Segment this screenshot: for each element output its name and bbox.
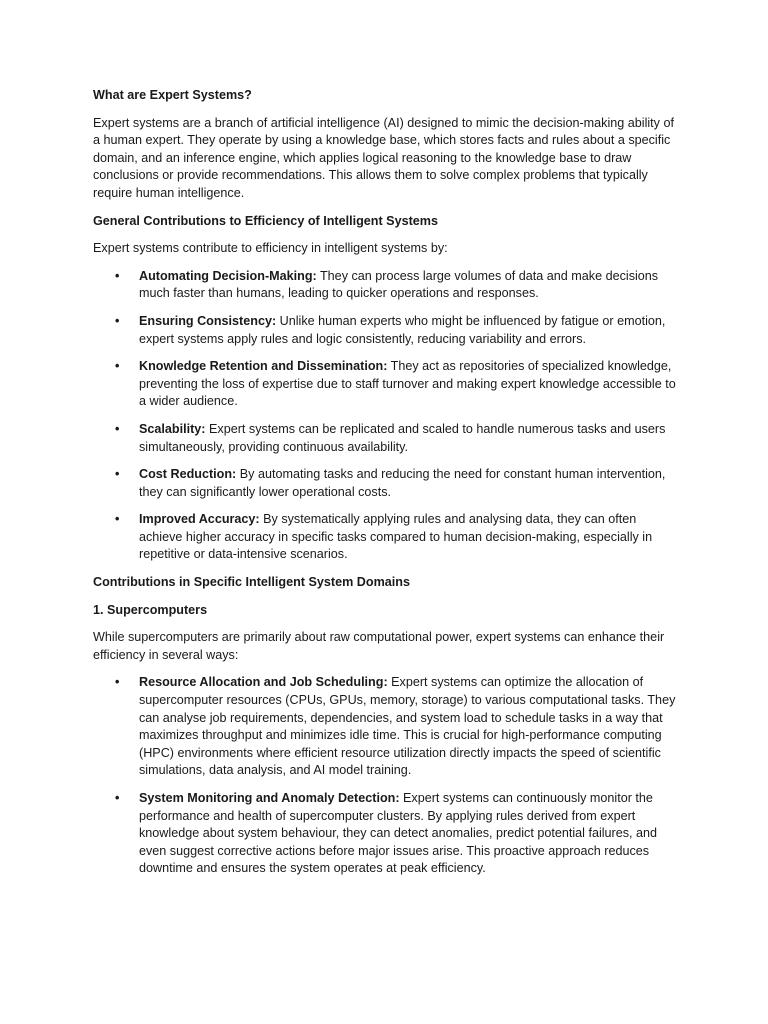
item-text: Expert systems can be replicated and scaled to handle numerous tasks and users simultaneously, providing continuous availability. [139, 421, 666, 454]
item-text: Expert systems can optimize the allocation of supercomputer resources (CPUs, GPUs, memory, storage) to various computational tasks. They can analyse job requirements, dependencies, and system load to schedule tasks in a way that maximizes throughput and minimizes idle time. This is crucial for high-performance computing (HPC) environments where efficient resource utilization directly impacts the speed of scientific simulations, data analysis, and AI model training. [139, 675, 676, 778]
item-term: Improved Accuracy: [139, 512, 260, 527]
document-page [93, 87, 677, 888]
item-text: They can process large volumes of data and make decisions much faster than humans, leading to quicker operations and responses. [139, 268, 659, 301]
item-term: Cost Reduction: [139, 467, 237, 482]
item-text: Unlike human experts who might be influenced by fatigue or emotion, expert systems apply rules and logic consistently, reducing variability and errors. [139, 313, 666, 346]
item-term: Automating Decision-Making: [139, 268, 317, 283]
list-item [93, 268, 677, 303]
list-item [93, 358, 677, 411]
section-general-heading: General Contributions to Efficiency of Intelligent Systems [93, 213, 438, 228]
supercomputer-contributions-list [93, 674, 677, 878]
list-item [93, 421, 677, 456]
bullet-icon: • [115, 675, 120, 690]
list-item [93, 674, 677, 780]
bullet-icon: • [115, 467, 120, 482]
bullet-icon: • [115, 512, 120, 527]
bullet-icon: • [115, 313, 120, 328]
list-item [93, 790, 677, 878]
intro-paragraph: Expert systems are a branch of artificial intelligence (AI) designed to mimic the decision-making ability of a human expert. They operate by using a knowledge base, which stores facts and rules about a specific domain, and an inference engine, which applies logical reasoning to the knowledge base to draw conclusions or provide recommendations. This allows them to solve complex problems that typically require human intelligence. [93, 115, 674, 200]
section-domains-heading: Contributions in Specific Intelligent System Domains [93, 575, 410, 590]
item-text: By systematically applying rules and analysing data, they can often achieve higher accuracy in specific tasks compared to human decision-making, especially in repetitive or data-intensive scenarios. [139, 512, 653, 562]
general-contributions-list [93, 268, 677, 564]
list-item [93, 466, 677, 501]
item-term: Ensuring Consistency: [139, 313, 277, 328]
item-text: Expert systems can continuously monitor the performance and health of supercomputer clusters. By applying rules derived from expert knowledge about system behaviour, they can detect anomalies, predict potential failures, and even suggest corrective actions before major issues arise. This proactive approach reduces downtime and ensures the system operates at peak efficiency. [139, 791, 658, 876]
subsection-supercomputers-heading: 1. Supercomputers [93, 602, 208, 617]
item-text: By automating tasks and reducing the need for constant human intervention, they can significantly lower operational costs. [139, 467, 666, 499]
item-text: They act as repositories of specialized knowledge, preventing the loss of expertise due to staff turnover and making expert knowledge accessible to a wider audience. [139, 359, 676, 409]
item-term: Resource Allocation and Job Scheduling: [139, 675, 388, 690]
section-general-lead: Expert systems contribute to efficiency in intelligent systems by: [93, 241, 448, 256]
list-item [93, 511, 677, 564]
document-title: What are Expert Systems? [93, 88, 252, 102]
bullet-icon: • [115, 421, 120, 436]
bullet-icon: • [115, 359, 120, 374]
item-term: System Monitoring and Anomaly Detection: [139, 791, 400, 805]
list-item [93, 313, 677, 348]
supercomputers-lead: While supercomputers are primarily about raw computational power, expert systems can enhance their efficiency in several ways: [93, 630, 665, 662]
item-term: Knowledge Retention and Dissemination: [139, 359, 388, 374]
item-term: Scalability: [139, 421, 206, 436]
bullet-icon: • [115, 268, 120, 283]
bullet-icon: • [115, 791, 120, 805]
